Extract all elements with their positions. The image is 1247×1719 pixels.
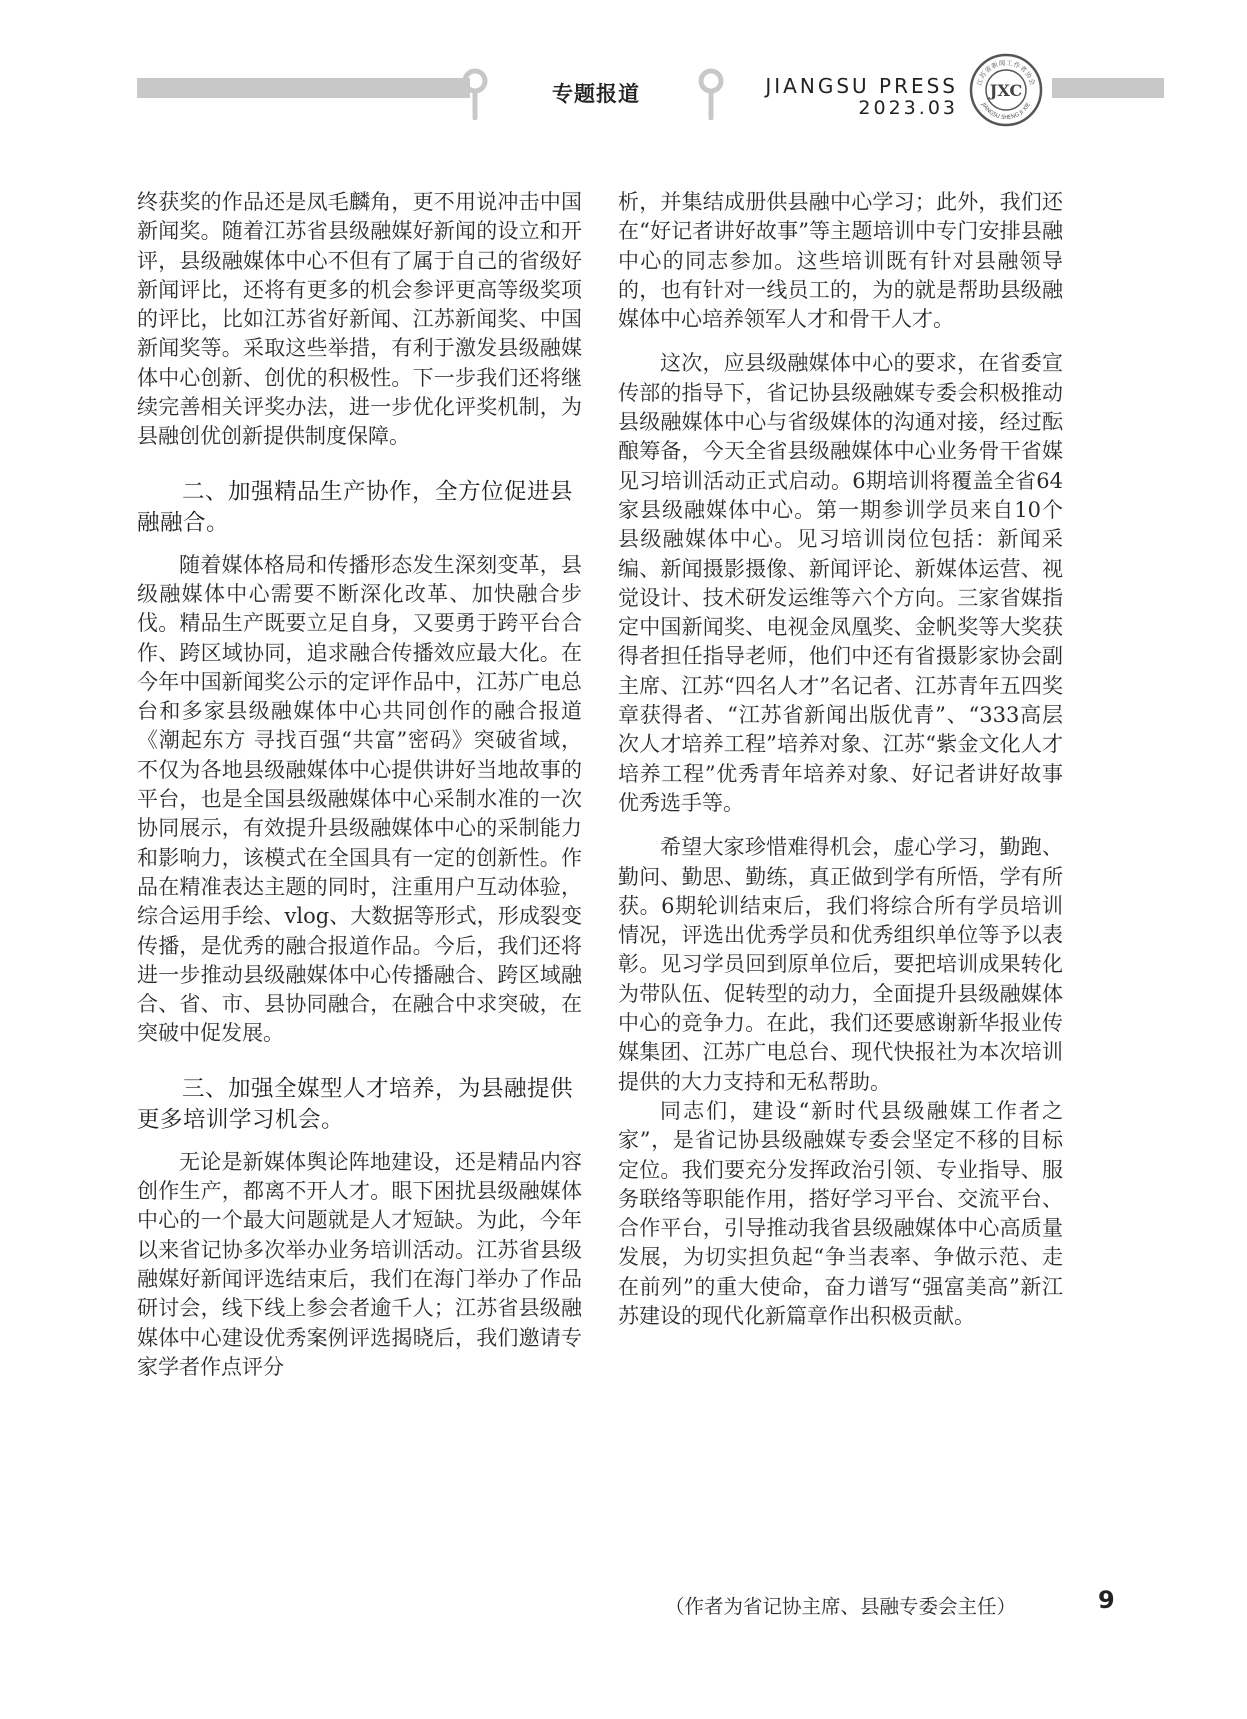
page-number: 9 xyxy=(1098,1586,1115,1614)
location-pin-icon xyxy=(698,68,724,120)
paragraph: 这次，应县级融媒体中心的要求，在省委宣传部的指导下，省记协县级融媒专委会积极推动县级融媒体中心与省级媒体的沟通对接，经过酝酿筹备，今天全省县级融媒体中心业务骨干省媒见习培训活动正式启动。6期培训将覆盖全省64家县级融媒体中心。第一期参训学员来自10个县级融媒体中心。见习培训岗位包括：新闻采编、新闻摄影摄像、新闻评论、新媒体运营、视觉设计、技术研发运维等六个方向。三家省媒指定中国新闻奖、电视金凤凰奖、金帆奖等大奖获得者担任指导老师，他们中还有省摄影家协会副主席、江苏“四名人才”名记者、江苏青年五四奖章获得者、“江苏省新闻出版优青”、“333高层次人才培养工程”培养对象、江苏“紫金文化人才培养工程”优秀青年培养对象、好记者讲好故事优秀选手等。 xyxy=(618,351,1063,815)
issue-number: 2023.03 xyxy=(858,97,958,119)
header-rule-right xyxy=(1052,78,1164,98)
paragraph: 无论是新媒体舆论阵地建设，还是精品内容创作生产，都离不开人才。眼下困扰县级融媒体中心的一个最大问题就是人才短缺。为此，今年以来省记协多次举办业务培训活动。江苏省县级融媒好新闻评选结束后，我们在海门举办了作品研讨会，线下线上参会者逾千人；江苏省县级融媒体中心建设优秀案例评选揭晓后，我们邀请专家学者作点评分 xyxy=(137,1149,582,1379)
publication-masthead xyxy=(758,74,958,118)
section-label: 专题报道 xyxy=(552,82,640,106)
publication-name: JIANGSU PRESS xyxy=(765,74,958,98)
article-column-left xyxy=(137,188,582,1382)
location-pin-icon xyxy=(462,68,488,120)
association-seal-logo xyxy=(968,52,1044,128)
paragraph: 随着媒体格局和传播形态发生深刻变革，县级融媒体中心需要不断深化改革、加快融合步伐。精品生产既要立足自身，又要勇于跨平台合作、跨区域协同，追求融合传播效应最大化。在今年中国新闻奖公示的定评作品中，江苏广电总台和多家县级融媒体中心共同创作的融合报道《潮起东方 寻找百强“共富”密码》突破省域，不仅为各地县级融媒体中心提供讲好当地故事的平台，也是全国县级融媒体中心采制水准的一次协同展示，有效提升县级融媒体中心的采制能力和影响力，该模式在全国具有一定的创新性。作品在精准表达主题的同时，注重用户互动体验，综合运用手绘、vlog、大数据等形式，形成裂变传播，是优秀的融合报道作品。今后，我们还将进一步推动县级融媒体中心传播融合、跨区域融合、省、市、县协同融合，在融合中求突破，在突破中促发展。 xyxy=(137,552,582,1046)
article-column-right xyxy=(618,188,1063,1331)
section-heading: 二、加强精品生产协作，全方位促进县融融合。 xyxy=(137,478,574,536)
svg-text:JIANGSU SHENG JI XIE: JIANGSU SHENG JI XIE xyxy=(980,101,1032,122)
header-rule-left xyxy=(137,78,470,98)
paragraph: 终获奖的作品还是凤毛麟角，更不用说冲击中国新闻奖。随着江苏省县级融媒好新闻的设立和开评，县级融媒体中心不但有了属于自己的省级好新闻评比，还将有更多的机会参评更高等级奖项的评比，比如江苏省好新闻、江苏新闻奖、中国新闻奖等。采取这些举措，有利于激发县级融媒体中心创新、创优的积极性。下一步我们还将继续完善相关评奖办法，进一步优化评奖机制，为县融创优创新提供制度保障。 xyxy=(137,190,582,449)
paragraph: 同志们，建设“新时代县级融媒工作者之家”，是省记协县级融媒专委会坚定不移的目标定位。我们要充分发挥政治引领、专业指导、服务联络等职能作用，搭好学习平台、交流平台、合作平台，引导推动我省县级融媒体中心高质量发展，为切实担负起“争当表率、争做示范、走在前列”的重大使命，奋力谱写“强富美高”新江苏建设的现代化新篇章作出积极贡献。 xyxy=(618,1098,1063,1328)
svg-text:江苏省新闻工作者协会: 江苏省新闻工作者协会 xyxy=(975,58,1037,87)
svg-text:JXC: JXC xyxy=(989,81,1023,100)
paragraph: 希望大家珍惜难得机会，虚心学习，勤跑、勤问、勤思、勤练，真正做到学有所悟，学有所获。6期轮训结束后，我们将综合所有学员培训情况，评选出优秀学员和优秀组织单位等予以表彰。见习学员回到原单位后，要把培训成果转化为带队伍、促转型的动力，全面提升县级融媒体中心的竞争力。在此，我们还要感谢新华报业传媒集团、江苏广电总台、现代快报社为本次培训提供的大力支持和无私帮助。 xyxy=(618,835,1063,1094)
paragraph: 析，并集结成册供县融中心学习；此外，我们还在“好记者讲好故事”等主题培训中专门安排县融中心的同志参加。这些培训既有针对县融领导的，也有针对一线员工的，为的就是帮助县级融媒体中心培养领军人才和骨干人才。 xyxy=(618,190,1063,332)
section-heading: 三、加强全媒型人才培养，为县融提供更多培训学习机会。 xyxy=(137,1075,574,1133)
author-byline: （作者为省记协主席、县融专委会主任） xyxy=(665,1595,1017,1618)
